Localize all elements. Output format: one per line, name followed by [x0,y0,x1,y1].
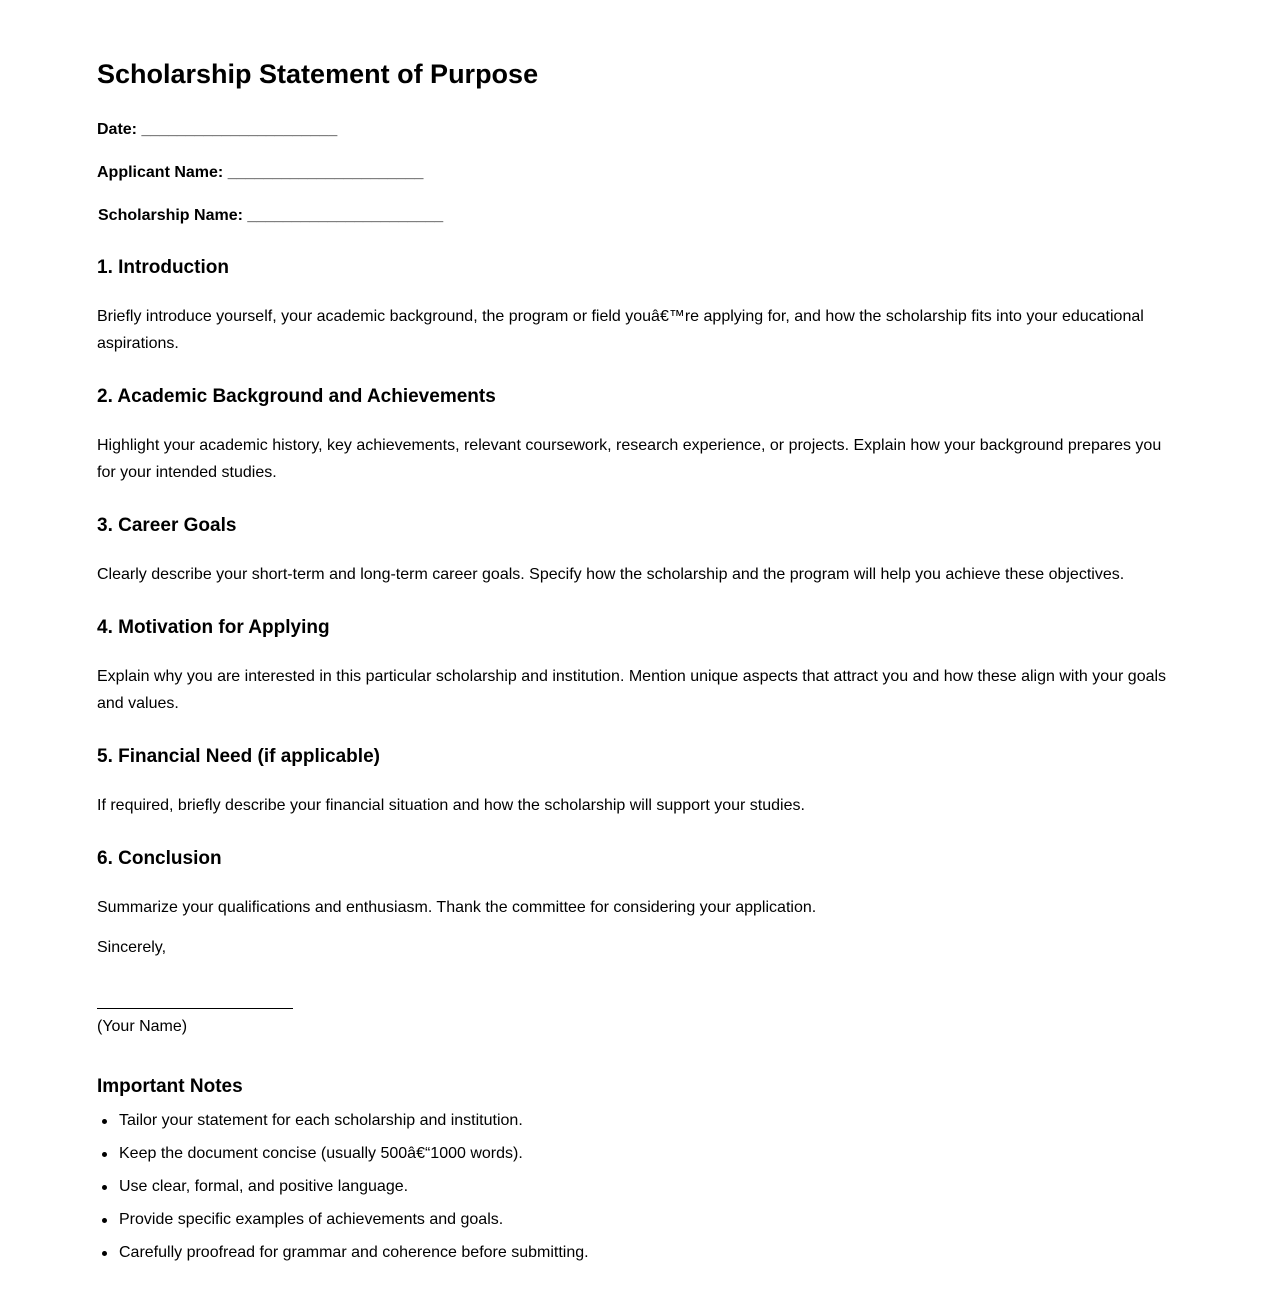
bullet-icon [102,1251,107,1256]
section-motivation [97,616,1172,717]
section-heading: 6. Conclusion [97,848,222,869]
scholarship-name-field: Scholarship Name: ______________________ [98,207,444,224]
section-heading: 5. Financial Need (if applicable) [97,746,380,767]
section-heading: 1. Introduction [97,257,229,278]
section-heading: 4. Motivation for Applying [97,617,330,638]
bullet-icon [102,1218,107,1223]
list-item-text: Use clear, formal, and positive language. [119,1178,409,1195]
date-field: Date: ______________________ [97,121,338,138]
section-body: Summarize your qualifications and enthusiasm. Thank the committee for considering your application. [97,899,817,916]
list-item [119,1210,1172,1230]
list-item [119,1177,1172,1197]
section-academic-background [97,385,1172,486]
list-item-text: Tailor your statement for each scholarship and institution. [119,1112,523,1129]
list-item [119,1144,1172,1164]
section-conclusion [97,847,1172,921]
list-item-text: Carefully proofread for grammar and coherence before submitting. [119,1244,589,1261]
list-item-text: Keep the document concise (usually 500â€“1000 words). [119,1145,523,1162]
page-title: Scholarship Statement of Purpose [97,59,539,89]
list-item-text: Provide specific examples of achievements and goals. [119,1211,504,1228]
section-body: Clearly describe your short-term and long-term career goals. Specify how the scholarship and the program will help you achieve these objectives. [97,566,1125,583]
bullet-icon [102,1185,107,1190]
section-financial-need [97,745,1172,819]
bullet-icon [102,1119,107,1124]
bullet-icon [102,1152,107,1157]
signature-line [97,986,293,1009]
section-body: Explain why you are interested in this particular scholarship and institution. Mention unique aspects that attract you and how these align with your goals and values. [97,668,1167,712]
signature-name-placeholder: (Your Name) [97,1018,188,1035]
section-introduction [97,256,1172,357]
closing-salutation: Sincerely, [97,939,167,956]
section-career-goals [97,514,1172,588]
applicant-name-field: Applicant Name: ______________________ [97,164,424,181]
section-body: Highlight your academic history, key achievements, relevant coursework, research experience, or projects. Explain how your background prepares you for your intended studies. [97,437,1162,481]
section-body: Briefly introduce yourself, your academic background, the program or field youâ€™re applying for, and how the scholarship fits into your educational aspirations. [97,308,1144,352]
section-heading: 3. Career Goals [97,515,237,536]
important-notes [97,1075,1172,1263]
list-item [119,1243,1172,1263]
list-item [119,1111,1172,1131]
notes-heading: Important Notes [97,1076,243,1097]
section-heading: 2. Academic Background and Achievements [97,386,496,407]
section-body: If required, briefly describe your financial situation and how the scholarship will support your studies. [97,797,805,814]
notes-list [97,1111,1172,1263]
